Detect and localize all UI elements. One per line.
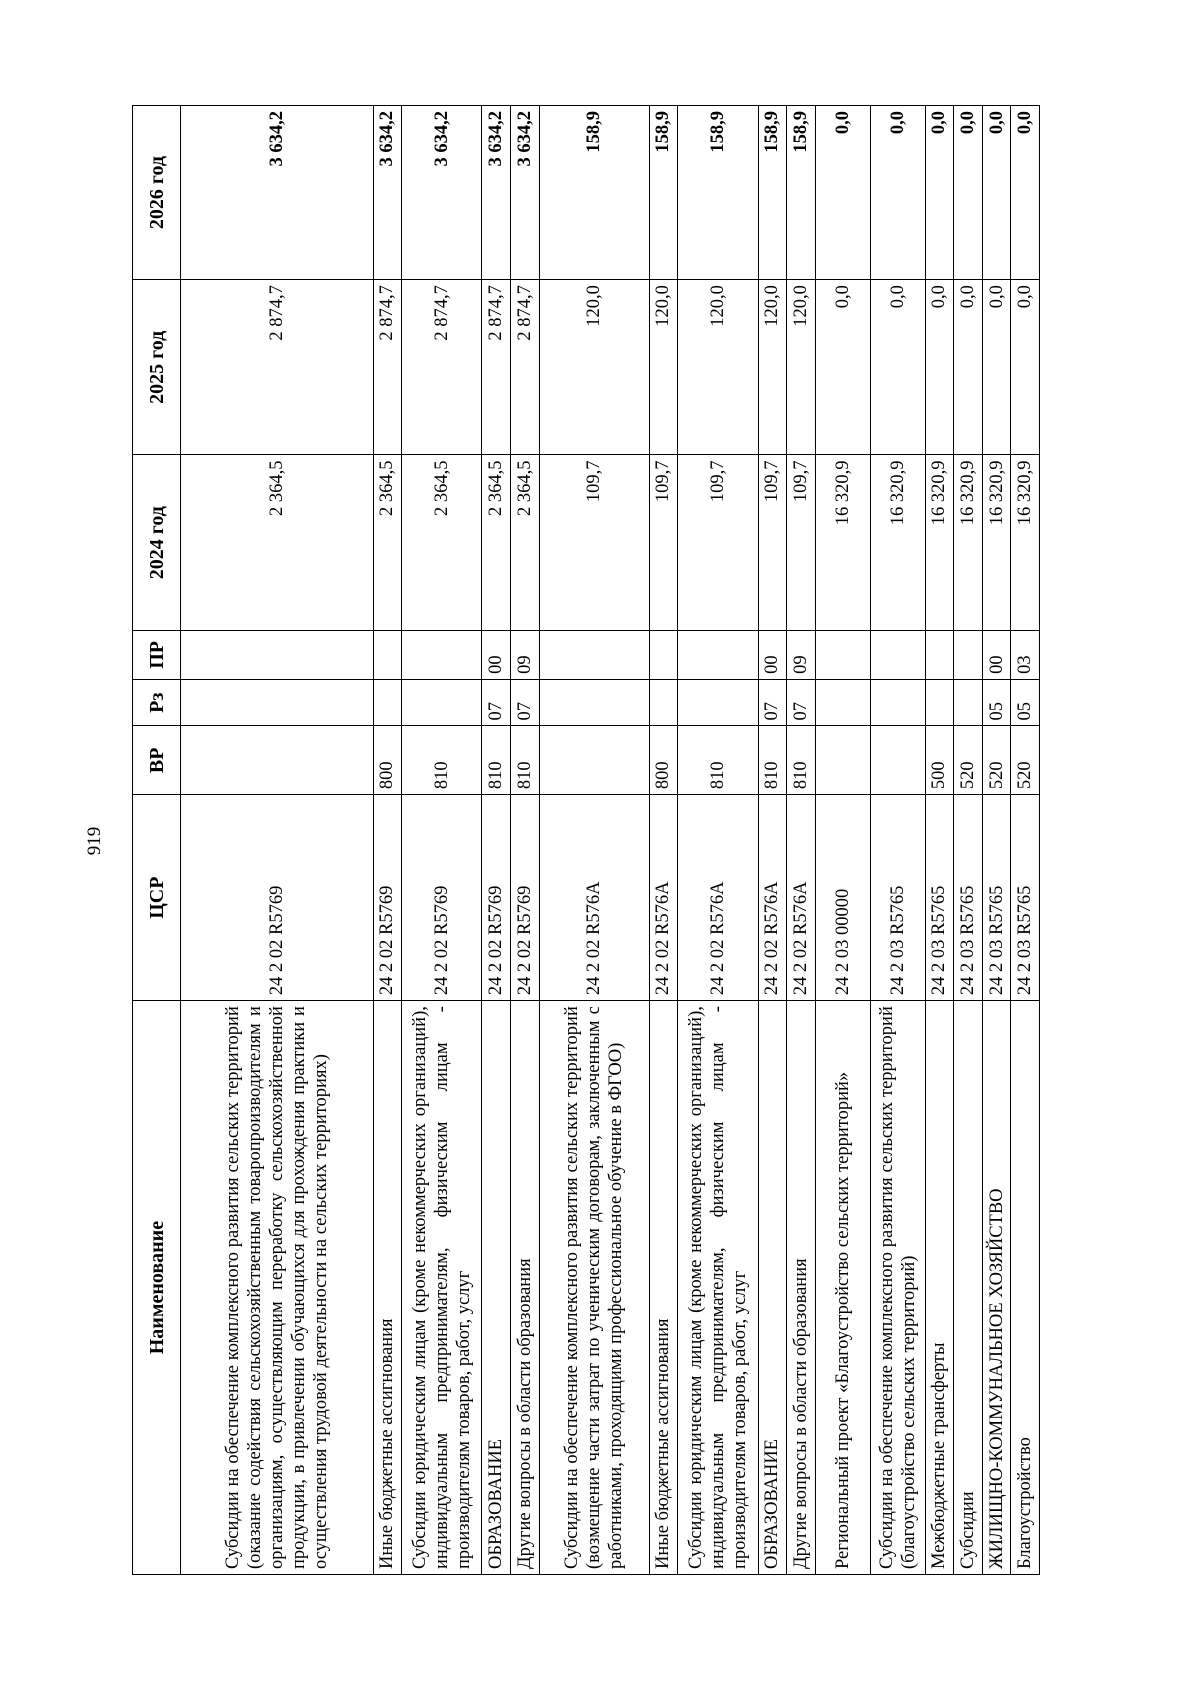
cell-rz [870,679,925,726]
cell-2025: 2 874,7 [482,280,511,455]
cell-csr: 24 2 03 R5765 [1011,795,1040,1001]
cell-vr: 810 [758,726,787,795]
cell-2025: 120,0 [758,280,787,455]
cell-2026: 3 634,2 [181,106,374,280]
cell-2026: 0,0 [925,106,954,280]
cell-2026: 158,9 [787,106,816,280]
cell-pr [815,630,870,679]
cell-2024: 16 320,9 [815,455,870,630]
cell-pr: 09 [787,630,816,679]
cell-2024: 2 364,5 [482,455,511,630]
cell-name: Субсидии [954,1001,983,1575]
cell-name: Региональный проект «Благоустройство сельских территорий» [815,1001,870,1575]
cell-pr: 00 [758,630,787,679]
cell-csr: 24 2 03 R5765 [954,795,983,1001]
cell-2025: 2 874,7 [402,280,482,455]
table-row [870,106,925,1575]
cell-2026: 158,9 [758,106,787,280]
cell-rz: 07 [787,679,816,726]
cell-pr [925,630,954,679]
cell-2025: 2 874,7 [181,280,374,455]
cell-2024: 16 320,9 [954,455,983,630]
cell-rz [815,679,870,726]
table-row [954,106,983,1575]
cell-2026: 3 634,2 [511,106,540,280]
cell-csr: 24 2 02 R5769 [402,795,482,1001]
cell-name: Другие вопросы в области образования [511,1001,540,1575]
cell-2025: 120,0 [649,280,678,455]
cell-vr [539,726,649,795]
cell-pr: 03 [1011,630,1040,679]
cell-rz [539,679,649,726]
cell-rz: 05 [1011,679,1040,726]
cell-2025: 0,0 [870,280,925,455]
cell-2025: 0,0 [925,280,954,455]
cell-rz [925,679,954,726]
cell-csr: 24 2 02 R576А [787,795,816,1001]
cell-pr [539,630,649,679]
cell-rz: 07 [511,679,540,726]
cell-csr: 24 2 02 R5769 [373,795,402,1001]
cell-name: Иные бюджетные ассигнования [649,1001,678,1575]
cell-vr: 800 [649,726,678,795]
cell-2026: 0,0 [870,106,925,280]
budget-table [132,105,1040,1575]
cell-pr [402,630,482,679]
cell-name: Межбюджетные трансферты [925,1001,954,1575]
cell-rz [678,679,758,726]
cell-vr: 520 [1011,726,1040,795]
table-row [1011,106,1040,1575]
cell-name: ОБРАЗОВАНИЕ [758,1001,787,1575]
table-row [511,106,540,1575]
cell-name: Другие вопросы в области образования [787,1001,816,1575]
cell-vr [181,726,374,795]
cell-2025: 120,0 [787,280,816,455]
cell-rz: 07 [482,679,511,726]
cell-vr: 810 [402,726,482,795]
cell-vr [815,726,870,795]
cell-2024: 2 364,5 [511,455,540,630]
cell-pr [678,630,758,679]
cell-2025: 0,0 [954,280,983,455]
cell-2024: 2 364,5 [373,455,402,630]
cell-rz: 07 [758,679,787,726]
table-row [539,106,649,1575]
cell-2024: 109,7 [787,455,816,630]
cell-name: Субсидии юридическим лицам (кроме некоммерческих организаций), индивидуальным предпринимателям, физическим лицам - производителям товаров, работ, услуг [402,1001,482,1575]
cell-2026: 0,0 [982,106,1011,280]
cell-name: ЖИЛИЩНО-КОММУНАЛЬНОЕ ХОЗЯЙСТВО [982,1001,1011,1575]
cell-csr: 24 2 02 R5769 [181,795,374,1001]
header-csr: ЦСР [133,795,181,1001]
cell-2026: 158,9 [539,106,649,280]
cell-vr [870,726,925,795]
cell-2025: 120,0 [678,280,758,455]
table-row [649,106,678,1575]
cell-2026: 0,0 [1011,106,1040,280]
cell-2026: 158,9 [678,106,758,280]
table-row [402,106,482,1575]
cell-2024: 109,7 [539,455,649,630]
cell-vr: 520 [954,726,983,795]
cell-2025: 0,0 [982,280,1011,455]
cell-csr: 24 2 02 R576А [678,795,758,1001]
header-pr: ПР [133,630,181,679]
cell-name: Субсидии на обеспечение комплексного развития сельских территорий (благоустройство сельских территорий) [870,1001,925,1575]
cell-pr: 00 [482,630,511,679]
cell-rz [954,679,983,726]
cell-name: ОБРАЗОВАНИЕ [482,1001,511,1575]
cell-vr: 810 [787,726,816,795]
table-row [815,106,870,1575]
table-row [758,106,787,1575]
cell-csr: 24 2 02 R5769 [482,795,511,1001]
table-row [181,106,374,1575]
table-header-row [133,106,181,1575]
cell-2025: 2 874,7 [511,280,540,455]
cell-2025: 0,0 [1011,280,1040,455]
cell-csr: 24 2 02 R576А [758,795,787,1001]
cell-vr: 810 [511,726,540,795]
cell-rz [373,679,402,726]
cell-pr [373,630,402,679]
table-row [482,106,511,1575]
cell-2026: 0,0 [954,106,983,280]
cell-2025: 120,0 [539,280,649,455]
header-name: Наименование [133,1001,181,1575]
cell-csr: 24 2 03 R5765 [870,795,925,1001]
cell-vr: 810 [678,726,758,795]
cell-csr: 24 2 02 R576А [539,795,649,1001]
header-vr: ВР [133,726,181,795]
cell-csr: 24 2 02 R576А [649,795,678,1001]
table-row [787,106,816,1575]
cell-2025: 2 874,7 [373,280,402,455]
header-2024: 2024 год [133,455,181,630]
cell-csr: 24 2 03 R5765 [925,795,954,1001]
cell-pr [954,630,983,679]
cell-name: Благоустройство [1011,1001,1040,1575]
cell-pr [870,630,925,679]
cell-csr: 24 2 03 00000 [815,795,870,1001]
cell-2024: 109,7 [758,455,787,630]
cell-2024: 2 364,5 [402,455,482,630]
cell-2026: 158,9 [649,106,678,280]
cell-2026: 0,0 [815,106,870,280]
cell-pr: 00 [982,630,1011,679]
cell-csr: 24 2 02 R5769 [511,795,540,1001]
cell-name: Субсидии юридическим лицам (кроме некоммерческих организаций), индивидуальным предпринимателям, физическим лицам - производителям товаров, работ, услуг [678,1001,758,1575]
cell-2024: 109,7 [649,455,678,630]
cell-2026: 3 634,2 [373,106,402,280]
header-2026: 2026 год [133,106,181,280]
cell-rz: 05 [982,679,1011,726]
cell-2024: 109,7 [678,455,758,630]
cell-vr: 500 [925,726,954,795]
cell-vr: 810 [482,726,511,795]
cell-2024: 16 320,9 [1011,455,1040,630]
table-row [982,106,1011,1575]
cell-name: Иные бюджетные ассигнования [373,1001,402,1575]
cell-2026: 3 634,2 [482,106,511,280]
cell-vr: 800 [373,726,402,795]
cell-2024: 16 320,9 [870,455,925,630]
cell-pr [181,630,374,679]
cell-name: Субсидии на обеспечение комплексного развития сельских территорий (возмещение части затрат по ученическим договорам, заключенным с работниками, проходящими профессиональное обучение в ФГОО) [539,1001,649,1575]
table-row [678,106,758,1575]
cell-2024: 16 320,9 [925,455,954,630]
header-rz: Рз [133,679,181,726]
table-row [373,106,402,1575]
page-number: 919 [84,826,105,856]
cell-rz [402,679,482,726]
cell-pr [649,630,678,679]
table-row [925,106,954,1575]
cell-name: Субсидии на обеспечение комплексного развития сельских территорий (оказание содействия сельскохозяйственным товаропроизводителям и организациям, осуществляющим переработку сельскохозяйственной продукции, в привлечении обучающихся для прохождения практики и осуществления трудовой деятельности на сельских территориях) [181,1001,374,1575]
header-2025: 2025 год [133,280,181,455]
cell-2024: 16 320,9 [982,455,1011,630]
cell-2024: 2 364,5 [181,455,374,630]
cell-vr: 520 [982,726,1011,795]
cell-rz [649,679,678,726]
budget-table-container [132,105,1040,1575]
cell-2026: 3 634,2 [402,106,482,280]
cell-pr: 09 [511,630,540,679]
cell-csr: 24 2 03 R5765 [982,795,1011,1001]
cell-rz [181,679,374,726]
cell-2025: 0,0 [815,280,870,455]
